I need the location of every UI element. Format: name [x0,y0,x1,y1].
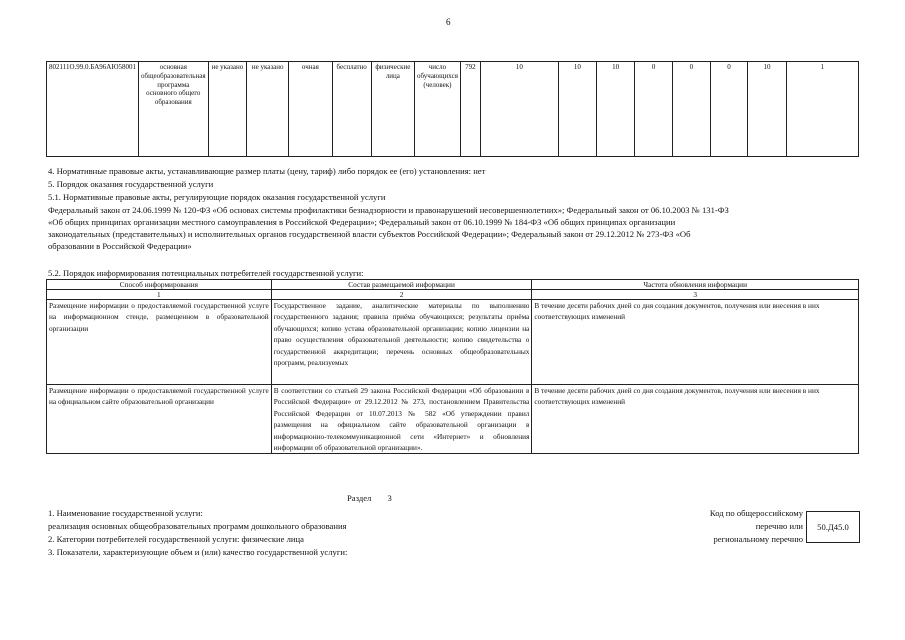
table-row [47,385,859,454]
frequency-cell [532,385,859,454]
registry-code-box: 50.Д45.0 [806,511,860,543]
indicator-cell: число обучающихся (человек) [415,62,461,157]
page-number: 6 [446,17,451,27]
paragraph-4: 4. Нормативные правовые акты, устанавливающие размер платы (цену, тариф) либо порядок ее (его) установления: нет [48,166,486,176]
content-text: Государственное задание, аналитические материалы по выполнению государственного задания; правила приёма обучающихся; результаты приёма обучающихся; копию устава образовательной организации; копию лицензии на право осуществления образовательной деятельности; копию свидетельства о государственной аккредитации; перечень основных общеобразовательных программ, реализуемых [273,301,530,368]
value-cell: 10 [480,62,558,157]
table-cell: не указано [208,62,247,157]
service-name: реализация основных общеобразовательных программ дошкольного образования [48,521,347,531]
law-line-1: Федеральный закон от 24.06.1999 № 120-ФЗ «Об основах системы профилактики безнадзорности и правонарушений несовершеннолетних»; Федеральный закон от 06.10.2003 № 131-ФЗ [48,205,729,215]
section-item-3: 3. Показатели, характеризующие объем и (или) качество государственной услуги: [48,547,348,557]
value-cell: 10 [748,62,786,157]
frequency-text: В течение десяти рабочих дней со дня создания документов, получения или внесения в них соответствующих изменений [534,301,820,322]
okei-cell: 792 [460,62,480,157]
column-header: Состав размещаемой информации [271,280,532,290]
code-label-line: Код по общероссийскому [709,508,803,518]
column-header: Частота обновления информации [532,280,859,290]
section-item-2: 2. Категории потребителей государственной услуги: физические лица [48,534,304,544]
frequency-cell [532,300,859,385]
table-cell: не указано [247,62,289,157]
frequency-text: В течение десяти рабочих дней со дня создания документов, получения или внесения в них соответствующих изменений [534,386,820,407]
program-cell: основная общеобразовательная программа основного общего образования [139,62,209,157]
information-table [46,279,859,454]
code-label [660,507,803,546]
column-number: 1 [47,290,272,300]
section-title: Раздел 3 [347,493,392,503]
value-cell: 0 [635,62,673,157]
content-cell [271,300,532,385]
fee-cell: бесплатно [332,62,371,157]
section-item-1: 1. Наименование государственной услуги: [48,508,203,518]
paragraph-5: 5. Порядок оказания государственной услуги [48,179,214,189]
persons-cell: физические лица [371,62,414,157]
paragraph-5-2: 5.2. Порядок информирования потенциальных потребителей государственной услуги: [48,268,364,278]
column-number: 3 [532,290,859,300]
content-cell [271,385,532,454]
column-header: Способ информирования [47,280,272,290]
code-label-line: региональному перечню [713,534,803,544]
table-row [47,300,859,385]
value-cell: 0 [710,62,748,157]
study-form-cell: очная [289,62,332,157]
content-text: В соответствии со статьей 29 закона Российской Федерации «Об образовании в Российской Федерации» от 29.12.2012 № 273, постановлением Правительства Российской Федерации от 10.07.2013 № 582 «Об утверждении правил размещения на официальном сайте образовательной организации в информационно-телекоммуникационной сети «Интернет» и обновления информации об образовательной организации». [273,386,530,453]
law-line-3: законодательных (представительных) и исполнительных органов государственной власти субъектов Российской Федерации»; Федеральный закон от 29.12.2012 № 273-ФЗ «Об [48,229,691,239]
law-line-4: образовании в Российской Федерации» [48,241,192,251]
law-line-2: «Об общих принципах организации местного самоуправления в Российской Федерации»; Федеральный закон от 06.10.1999 № 184-ФЗ «Об общих принципах организации [48,217,676,227]
method-cell [47,385,272,454]
registry-code-cell: 802111О.99.0.БА96АЮ58001 [47,62,139,157]
paragraph-5-1: 5.1. Нормативные правовые акты, регулирующие порядок оказания государственной услуги [48,192,386,202]
table-row [47,62,859,157]
column-number: 2 [271,290,532,300]
method-text: Размещение информации о предоставляемой государственной услуге на официальном сайте образовательной организации [49,386,269,407]
value-cell: 0 [673,62,711,157]
method-cell [47,300,272,385]
value-cell: 1 [786,62,858,157]
value-cell: 10 [597,62,635,157]
code-label-line: перечню или [755,521,803,531]
value-cell: 10 [558,62,596,157]
table-number-row [47,290,859,300]
table-header-row [47,280,859,290]
method-text: Размещение информации о предоставляемой государственной услуге на информационном стенде, размещенном в образовательной организации [49,301,269,333]
volume-indicators-table [46,61,859,157]
